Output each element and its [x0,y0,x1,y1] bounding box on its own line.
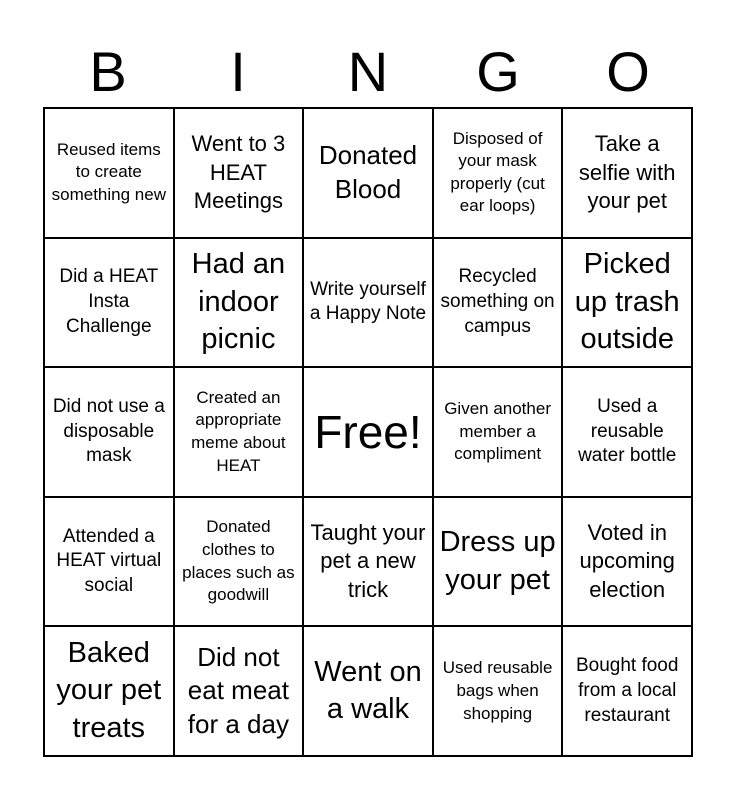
bingo-cell-text: Did a HEAT Insta Challenge [59,266,159,337]
header-letter-n: N [347,40,389,103]
header-letter-g: G [476,40,520,103]
bingo-cell-text: Had an indoor picnic [191,247,286,356]
bingo-cell-3-2[interactable] [175,368,305,498]
bingo-cell-text: Recycled something on campus [440,266,555,337]
bingo-cell-3-1[interactable] [45,368,175,498]
bingo-cell-2-5[interactable] [563,239,693,369]
bingo-cell-1-5[interactable] [563,109,693,239]
bingo-cell-text: Voted in upcoming election [579,519,675,602]
bingo-cell-2-2[interactable] [175,239,305,369]
bingo-cell-text: Picked up trash outside [574,247,680,356]
bingo-cell-text: Taught your pet a new trick [310,519,426,602]
bingo-cell-text: Donated clothes to places such as goodwill [182,517,295,605]
header-letter-o: O [606,40,650,103]
bingo-cell-2-1[interactable] [45,239,175,369]
bingo-cell-4-2[interactable] [175,498,305,628]
bingo-cell-4-1[interactable] [45,498,175,628]
bingo-cell-2-4[interactable] [434,239,564,369]
bingo-cell-1-1[interactable] [45,109,175,239]
bingo-cell-text: Write yourself a Happy Note [309,278,427,325]
bingo-cell-4-5[interactable] [563,498,693,628]
bingo-cell-text: Baked your pet treats [56,636,162,745]
bingo-cell-text: Used a reusable water bottle [578,395,677,467]
bingo-cell-1-3[interactable] [304,109,434,239]
bingo-cell-5-3[interactable] [304,627,434,757]
bingo-cell-text: Did not eat meat for a day [187,641,289,740]
bingo-cell-text: Disposed of your mask properly (cut ear loops) [450,128,545,216]
bingo-cell-free[interactable] [304,368,434,498]
bingo-cell-text: Created an appropriate meme about HEAT [191,387,286,475]
bingo-cell-5-2[interactable] [175,627,305,757]
bingo-cell-text: Did not use a disposable mask [52,395,165,467]
bingo-cell-4-3[interactable] [304,498,434,628]
bingo-header [43,40,693,104]
bingo-cell-text: Donated Blood [318,140,418,204]
bingo-cell-5-4[interactable] [434,627,564,757]
bingo-cell-text: Take a selfie with your pet [578,130,676,214]
free-space-label: Free! [314,405,422,458]
bingo-cell-text: Went to 3 HEAT Meetings [191,130,286,214]
header-letter-b: B [89,40,127,103]
bingo-cell-5-1[interactable] [45,627,175,757]
bingo-cell-text: Bought food from a local restaurant [575,655,679,726]
bingo-cell-text: Reused items to create something new [51,139,166,205]
bingo-cell-5-5[interactable] [563,627,693,757]
bingo-cell-2-3[interactable] [304,239,434,369]
bingo-cell-text: Went on a walk [314,655,422,726]
header-letter-i: I [230,40,246,103]
bingo-cell-text: Given another member a compliment [444,399,551,464]
bingo-cell-text: Dress up your pet [439,525,556,596]
bingo-cell-4-4[interactable] [434,498,564,628]
bingo-cell-text: Attended a HEAT virtual social [56,525,162,596]
bingo-board [43,107,693,757]
bingo-cell-text: Used reusable bags when shopping [442,658,553,723]
bingo-cell-3-5[interactable] [563,368,693,498]
bingo-cell-3-4[interactable] [434,368,564,498]
bingo-cell-1-2[interactable] [175,109,305,239]
bingo-cell-1-4[interactable] [434,109,564,239]
